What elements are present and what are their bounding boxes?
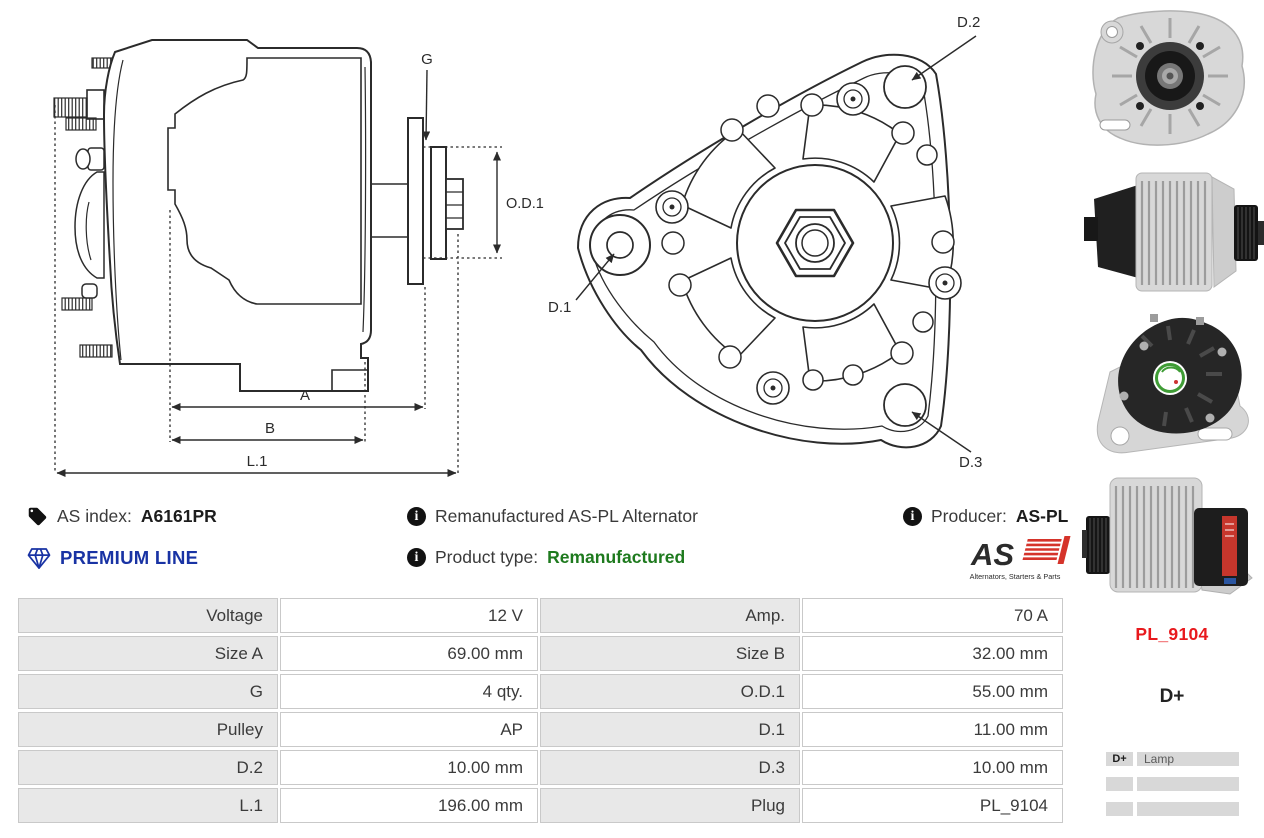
spec-value: AP	[280, 712, 538, 747]
legend-term	[1106, 802, 1133, 816]
diamond-icon	[27, 548, 51, 569]
description-row	[407, 506, 698, 527]
spec-value: 12 V	[280, 598, 538, 633]
as-pl-logo-text: AS	[971, 537, 1015, 572]
as-pl-logo	[955, 534, 1075, 586]
premium-line-row	[27, 547, 198, 569]
spec-label: Amp.	[540, 598, 800, 633]
product-type-label: Product type:	[435, 547, 539, 567]
spec-value: 10.00 mm	[280, 750, 538, 785]
spec-table	[18, 598, 1065, 823]
legend-term	[1106, 777, 1133, 791]
product-type-value: Remanufactured	[547, 547, 686, 567]
side-view-drawing	[25, 12, 545, 482]
pulley	[372, 118, 463, 284]
as-index-label: AS index:	[57, 506, 132, 526]
spec-label: D.3	[540, 750, 800, 785]
product-type-row	[407, 547, 685, 568]
spec-value: 11.00 mm	[802, 712, 1063, 747]
product-description: Remanufactured AS-PL Alternator	[435, 506, 698, 526]
producer-row	[903, 506, 1068, 527]
spec-label: D.2	[18, 750, 278, 785]
legend-term: D+	[1106, 752, 1133, 766]
spec-label: Voltage	[18, 598, 278, 633]
product-photo-rear	[1080, 312, 1262, 467]
spec-label: Size B	[540, 636, 800, 671]
terminal-code: D+	[1159, 686, 1185, 707]
spec-label: G	[18, 674, 278, 709]
dim-label-l1: L.1	[246, 453, 268, 470]
info-icon	[407, 548, 426, 567]
producer-label: Producer:	[931, 506, 1007, 526]
product-photo-front	[1084, 8, 1254, 150]
info-icon	[903, 507, 922, 526]
as-pl-logo-tagline: Alternators, Starters & Parts	[969, 572, 1061, 581]
alternator-side-outline	[104, 40, 371, 391]
product-photo-side-right	[1082, 155, 1264, 307]
dim-label-d1: D.1	[548, 299, 572, 316]
legend-desc	[1137, 777, 1239, 791]
spec-label: O.D.1	[540, 674, 800, 709]
producer-value: AS-PL	[1015, 506, 1069, 526]
spec-value: 55.00 mm	[802, 674, 1063, 709]
spec-label: Plug	[540, 788, 800, 823]
spec-value: PL_9104	[802, 788, 1063, 823]
front-view-drawing	[540, 0, 1010, 485]
spec-value: 10.00 mm	[802, 750, 1063, 785]
dim-label-d2: D.2	[957, 14, 981, 31]
as-index-value: A6161PR	[140, 506, 217, 526]
spec-label: Pulley	[18, 712, 278, 747]
legend-desc: Lamp	[1137, 752, 1239, 766]
info-icon	[407, 507, 426, 526]
premium-line-label: PREMIUM LINE	[60, 547, 199, 568]
spec-label: Size A	[18, 636, 278, 671]
terminal-legend	[1106, 752, 1239, 816]
dim-label-b: B	[264, 420, 276, 437]
spec-value: 4 qty.	[280, 674, 538, 709]
legend-desc	[1137, 802, 1239, 816]
spec-value: 70 A	[802, 598, 1063, 633]
dim-label-d3: D.3	[959, 454, 983, 471]
spec-label: D.1	[540, 712, 800, 747]
spec-label: L.1	[18, 788, 278, 823]
plug-code: PL_9104	[1135, 624, 1209, 644]
spec-value: 32.00 mm	[802, 636, 1063, 671]
as-index-row	[27, 506, 217, 527]
dim-label-od1: O.D.1	[506, 196, 544, 212]
product-photo-side-left	[1082, 470, 1258, 600]
dim-label-a: A	[299, 387, 311, 404]
tag-icon	[27, 506, 48, 527]
spec-value: 69.00 mm	[280, 636, 538, 671]
spec-value: 196.00 mm	[280, 788, 538, 823]
dim-label-g: G	[421, 51, 433, 68]
